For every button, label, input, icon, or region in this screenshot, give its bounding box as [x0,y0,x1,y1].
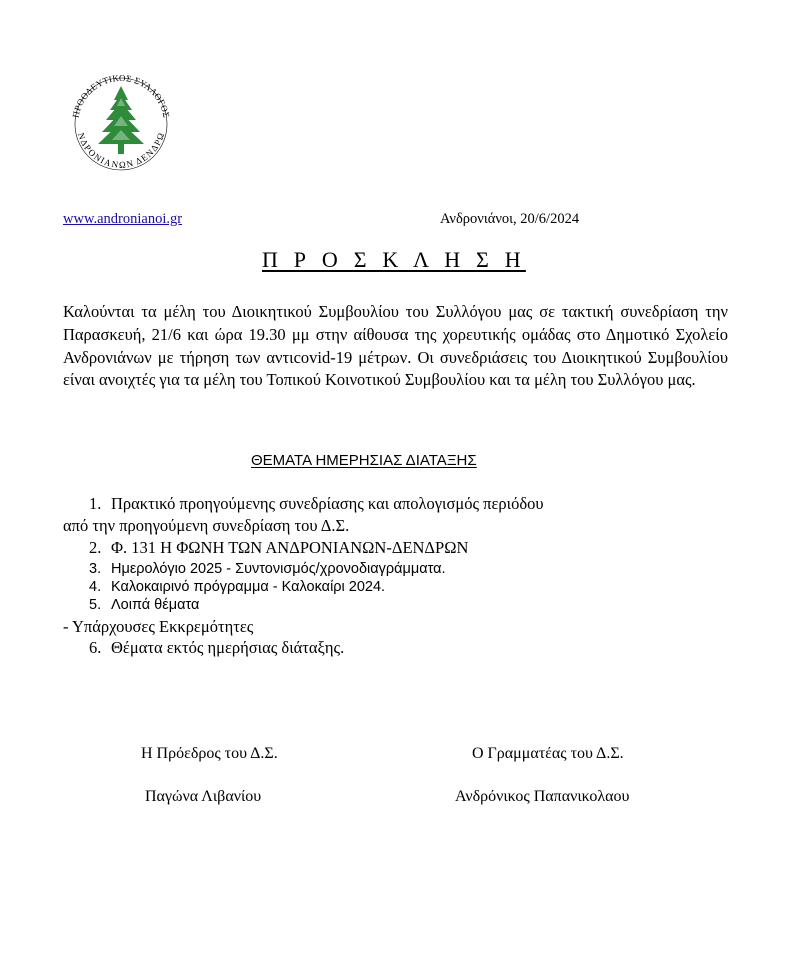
president-role: Η Πρόεδρος του Δ.Σ. [141,745,278,762]
agenda-item-number: 2. [89,538,102,557]
website-link[interactable]: www.andronianoi.gr [63,211,183,227]
president-name: Παγώνα Λιβανίου [145,788,262,805]
agenda-item-number: 3. [89,561,102,577]
place-date: Ανδρονιάνοι, 20/6/2024 [440,211,580,227]
agenda-item-number: 4. [89,579,102,595]
agenda-item-number: 6. [89,638,102,657]
secretary-role: Ο Γραμματέας του Δ.Σ. [472,745,624,762]
agenda-heading: ΘΕΜΑΤΑ ΗΜΕΡΗΣΙΑΣ ΔΙΑΤΑΞΗΣ [251,452,477,469]
agenda-item-4 [89,579,385,595]
secretary-name: Ανδρόνικος Παπανικολαου [455,788,630,805]
logo-ring-top-text: ΠΡΟΟΔΕΥΤΙΚΟΣ ΣΥΛΛΟΓΟΣ [70,72,172,119]
agenda-item-1 [89,494,544,514]
agenda-item-text: Ημερολόγιο 2025 - Συντονισμός/χρονοδιαγράμματα. [111,561,446,577]
agenda-item-5 [89,597,199,613]
agenda-item-text: Θέματα εκτός ημερήσιας διάταξης. [111,638,345,657]
agenda-item-3 [89,561,446,577]
agenda-item-text: Φ. 131 Η ΦΩΝΗ ΤΩΝ ΑΝΔΡΟΝΙΑΝΩΝ-ΔΕΝΔΡΩΝ [111,538,469,557]
agenda-item-text: Πρακτικό προηγούμενης συνεδρίασης και απολογισμός περιόδου [111,494,544,513]
agenda-pending-item: - Υπάρχουσες Εκκρεμότητες [63,617,254,636]
agenda-item-1-continuation: από την προηγούμενη συνεδρίαση του Δ.Σ. [63,516,350,535]
agenda-item-number: 5. [89,597,102,613]
agenda-item-text: Καλοκαιρινό πρόγραμμα - Καλοκαίρι 2024. [111,579,386,595]
invitation-paragraph: Καλούνται τα μέλη του Διοικητικού Συμβουλίου του Συλλόγου μας σε τακτική συνεδρίαση την Παρασκευή, 21/6 και ώρα 19.30 μμ στην αίθουσα της χορευτικής ομάδας στο Δημοτικό Σχολείο Ανδρονιάνων με τήρηση των αντιcovid-19 μέτρων. Οι συνεδριάσεις του Διοικητικού Συμβουλίου είναι ανοιχτές για τα μέλη του Τοπικού Κοινοτικού Συμβουλίου και τα μέλη του Συλλόγου μας. [63,302,728,390]
agenda-item-6 [89,638,344,658]
association-logo [62,72,180,172]
agenda-item-text: Λοιπά θέματα [111,597,200,613]
document-title: Π Ρ Ο Σ Κ Λ Η Σ Η [262,247,526,272]
agenda-item-number: 1. [89,494,102,513]
logo-ring-bottom-text: ΝΔΡΟΝΙΑΝΩΝ ΔΕΝΔΡΩ [75,131,167,170]
pine-tree-icon [62,72,180,172]
agenda-item-2 [89,538,468,558]
